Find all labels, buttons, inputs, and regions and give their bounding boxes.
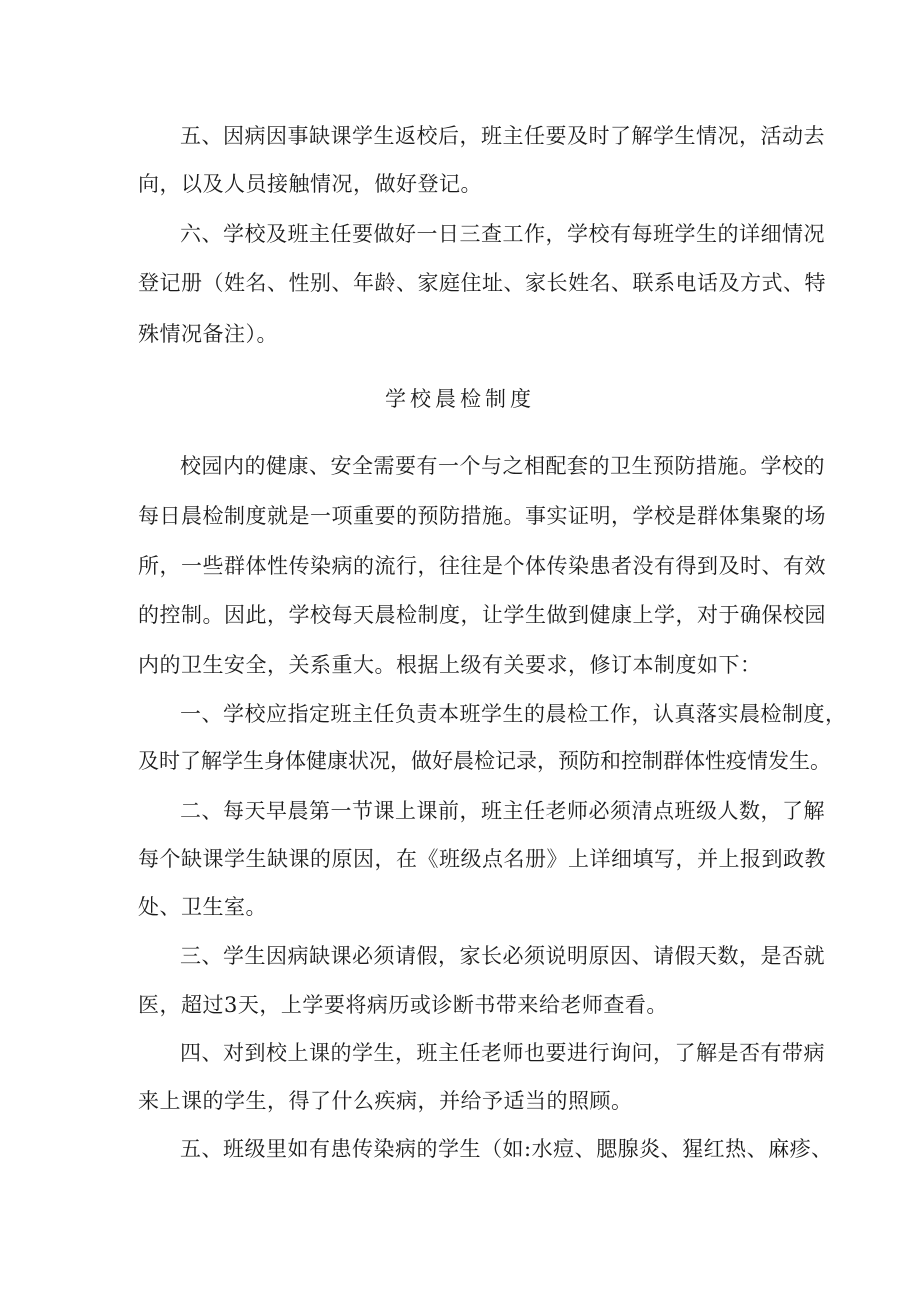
prior-item-5-line-1: 五、因病因事缺课学生返校后，班主任要及时了解学生情况，活动去	[180, 124, 825, 148]
prior-item-5-line-2: 向，以及人员接触情况，做好登记。	[138, 172, 482, 196]
prior-item-6-line-2: 登记册（姓名、性别、年龄、家庭住址、家长姓名、联系电话及方式、特	[138, 271, 826, 295]
rule-2-line-1: 二、每天早晨第一节课上课前，班主任老师必须清点班级人数，了解	[180, 799, 825, 823]
rule-5-line-1: 五、班级里如有患传染病的学生（如:水痘、腮腺炎、猩红热、麻疹、	[180, 1137, 833, 1161]
intro-line-1: 校园内的健康、安全需要有一个与之相配套的卫生预防措施。学校的	[180, 454, 825, 478]
intro-line-5: 内的卫生安全，关系重大。根据上级有关要求，修订本制度如下：	[138, 653, 762, 677]
intro-line-2: 每日晨检制度就是一项重要的预防措施。事实证明，学校是群体集聚的场	[138, 504, 826, 528]
section-title: 学校晨检制度	[385, 387, 535, 411]
prior-item-6-line-3: 殊情况备注）。	[138, 322, 278, 346]
rule-1-line-1: 一、学校应指定班主任负责本班学生的晨检工作，认真落实晨检制度，	[180, 702, 847, 726]
rule-4-line-2: 来上课的学生，得了什么疾病，并给予适当的照顾。	[138, 1089, 633, 1113]
rule-3-line-1: 三、学生因病缺课必须请假，家长必须说明原因、请假天数，是否就	[180, 944, 825, 968]
intro-line-3: 所，一些群体性传染病的流行，往往是个体传染患者没有得到及时、有效	[138, 554, 826, 578]
rule-1-line-2: 及时了解学生身体健康状况，做好晨检记录，预防和控制群体性疫情发生。	[138, 749, 831, 773]
prior-item-6-line-1: 六、学校及班主任要做好一日三查工作，学校有每班学生的详细情况	[180, 222, 825, 246]
rule-2-line-3: 处、卫生室。	[138, 895, 267, 919]
rule-4-line-1: 四、对到校上课的学生，班主任老师也要进行询问，了解是否有带病	[180, 1041, 825, 1065]
intro-line-4: 的控制。因此，学校每天晨检制度，让学生做到健康上学，对于确保校园	[138, 603, 826, 627]
rule-3-line-2: 医，超过3天，上学要将病历或诊断书带来给老师查看。	[138, 993, 668, 1017]
rule-2-line-2: 每个缺课学生缺课的原因，在《班级点名册》上详细填写，并上报到政教	[138, 847, 826, 871]
